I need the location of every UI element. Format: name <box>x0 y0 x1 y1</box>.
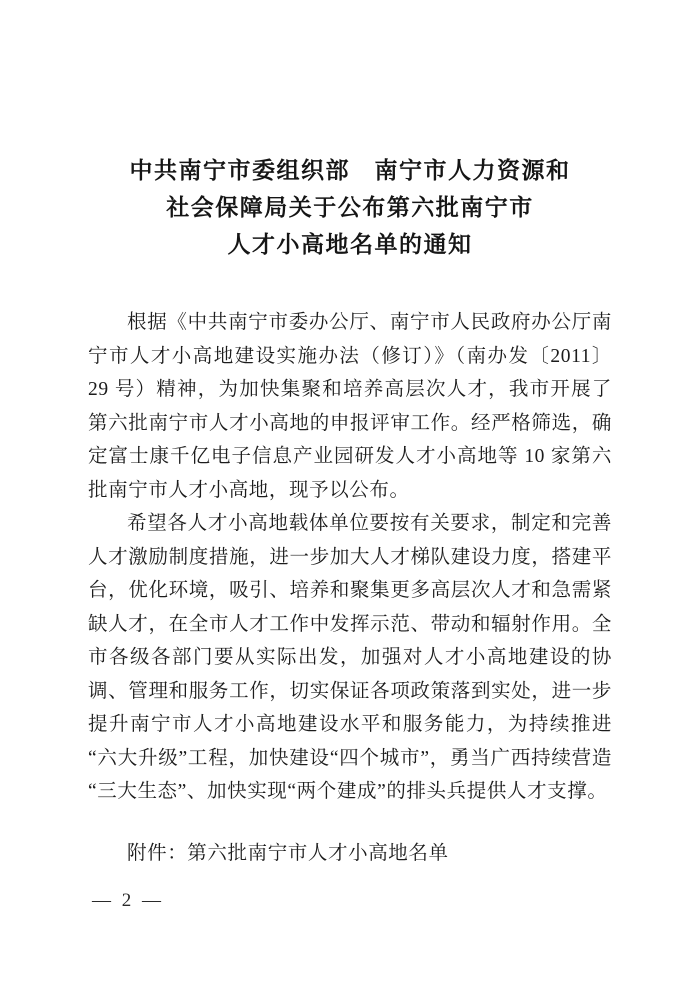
document-title-line-1: 中共南宁市委组织部 南宁市人力资源和 <box>129 157 571 183</box>
document-title <box>0 0 700 263</box>
body-paragraph-1: 根据《中共南宁市委办公厅、南宁市人民政府办公厅南宁市人才小高地建设实施办法（修订）》（南办发〔2011〕29 号）精神，为加快集聚和培养高层次人才，我市开展了第六批南宁市人才小高地的申报评审工作。经严格筛选，确定富士康千亿电子信息产业园研发人才小高地等 10 家第六批南宁市人才小高地，现予以公布。 <box>88 312 612 501</box>
attachment-reference: 附件：第六批南宁市人才小高地名单 <box>127 842 449 864</box>
body-paragraph-2: 希望各人才小高地载体单位要按有关要求，制定和完善人才激励制度措施，进一步加大人才梯队建设力度，搭建平台，优化环境，吸引、培养和聚集更多高层次人才和急需紧缺人才，在全市人才工作中发挥示范、带动和辐射作用。全市各级各部门要从实际出发，加强对人才小高地建设的协调、管理和服务工作，切实保证各项政策落到实处，进一步提升南宁市人才小高地建设水平和服务能力，为持续推进“六大升级”工程，加快建设“四个城市”，勇当广西持续营造“三大生态”、加快实现“两个建成”的排头兵提供人才支撑。 <box>88 513 612 802</box>
page-number: — 2 — <box>92 890 164 911</box>
document-title-line-3: 人才小高地名单的通知 <box>227 231 473 257</box>
document-title-line-2: 社会保障局关于公布第六批南宁市 <box>166 194 534 220</box>
document-body <box>88 306 612 809</box>
